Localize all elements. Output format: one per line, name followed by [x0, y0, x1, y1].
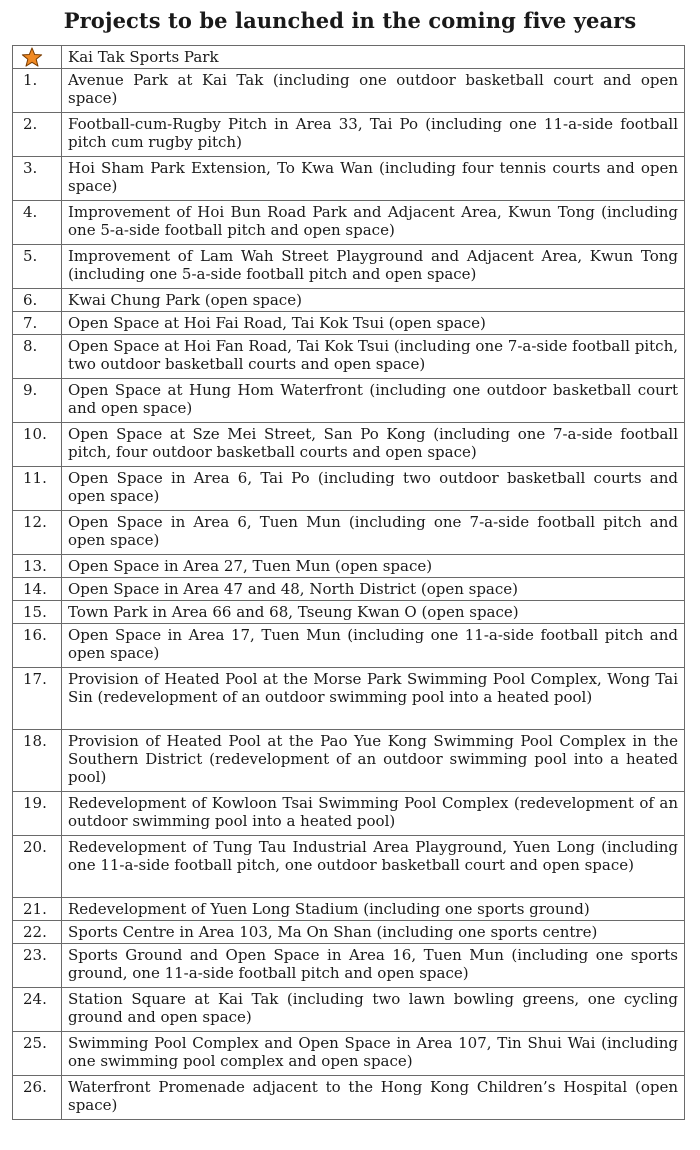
project-description: Kwai Chung Park (open space): [62, 289, 685, 312]
project-row-3: [13, 157, 685, 201]
projects-table: [12, 45, 685, 1120]
page-title: Projects to be launched in the coming five years: [63, 8, 637, 33]
project-row-5: [13, 245, 685, 289]
project-description: Avenue Park at Kai Tak (including one outdoor basketball court and open space): [62, 69, 685, 113]
project-number: 25.: [13, 1032, 62, 1076]
project-number: 24.: [13, 988, 62, 1032]
project-row-16: [13, 624, 685, 668]
project-number: 12.: [13, 511, 62, 555]
project-row-2: [13, 113, 685, 157]
project-row-18: [13, 730, 685, 792]
project-description: Town Park in Area 66 and 68, Tseung Kwan O (open space): [62, 601, 685, 624]
project-description: Open Space in Area 47 and 48, North District (open space): [62, 578, 685, 601]
featured-project-name: Kai Tak Sports Park: [62, 46, 685, 69]
project-number: 10.: [13, 423, 62, 467]
project-row-11: [13, 467, 685, 511]
project-number: 15.: [13, 601, 62, 624]
project-number: 2.: [13, 113, 62, 157]
project-description: Hoi Sham Park Extension, To Kwa Wan (including four tennis courts and open space): [62, 157, 685, 201]
project-row-24: [13, 988, 685, 1032]
project-description: Football-cum-Rugby Pitch in Area 33, Tai Po (including one 11-a-side football pitch cum rugby pitch): [62, 113, 685, 157]
project-description: Open Space in Area 17, Tuen Mun (including one 11-a-side football pitch and open space): [62, 624, 685, 668]
project-description: Waterfront Promenade adjacent to the Hong Kong Children’s Hospital (open space): [62, 1076, 685, 1120]
project-number: 1.: [13, 69, 62, 113]
project-number: 6.: [13, 289, 62, 312]
project-number: 7.: [13, 312, 62, 335]
project-description: Redevelopment of Tung Tau Industrial Area Playground, Yuen Long (including one 11-a-side football pitch, one outdoor basketball court and open space): [62, 836, 685, 898]
project-row-8: [13, 335, 685, 379]
project-description: Open Space at Hung Hom Waterfront (including one outdoor basketball court and open space): [62, 379, 685, 423]
project-number: 11.: [13, 467, 62, 511]
project-description: Redevelopment of Yuen Long Stadium (including one sports ground): [62, 898, 685, 921]
project-description: Open Space in Area 6, Tuen Mun (including one 7-a-side football pitch and open space): [62, 511, 685, 555]
project-number: 8.: [13, 335, 62, 379]
project-description: Improvement of Hoi Bun Road Park and Adjacent Area, Kwun Tong (including one 5-a-side football pitch and open space): [62, 201, 685, 245]
project-description: Open Space at Hoi Fai Road, Tai Kok Tsui (open space): [62, 312, 685, 335]
project-row-23: [13, 944, 685, 988]
featured-row: [13, 46, 685, 69]
project-number: 26.: [13, 1076, 62, 1120]
project-row-9: [13, 379, 685, 423]
project-number: 4.: [13, 201, 62, 245]
project-description: Station Square at Kai Tak (including two lawn bowling greens, one cycling ground and open space): [62, 988, 685, 1032]
project-row-15: [13, 601, 685, 624]
project-description: Improvement of Lam Wah Street Playground and Adjacent Area, Kwun Tong (including one 5-a-side football pitch and open space): [62, 245, 685, 289]
projects-table-body: [13, 46, 685, 1120]
project-row-17: [13, 668, 685, 730]
project-number: 13.: [13, 555, 62, 578]
project-row-4: [13, 201, 685, 245]
project-row-19: [13, 792, 685, 836]
project-row-14: [13, 578, 685, 601]
project-number: 21.: [13, 898, 62, 921]
project-row-13: [13, 555, 685, 578]
project-description: Sports Ground and Open Space in Area 16, Tuen Mun (including one sports ground, one 11-a-side football pitch and open space): [62, 944, 685, 988]
project-row-25: [13, 1032, 685, 1076]
project-number: 9.: [13, 379, 62, 423]
project-description: Open Space in Area 27, Tuen Mun (open space): [62, 555, 685, 578]
project-description: Open Space in Area 6, Tai Po (including two outdoor basketball courts and open space): [62, 467, 685, 511]
project-number: 16.: [13, 624, 62, 668]
project-row-21: [13, 898, 685, 921]
project-description: Provision of Heated Pool at the Pao Yue Kong Swimming Pool Complex in the Southern District (redevelopment of an outdoor swimming pool into a heated pool): [62, 730, 685, 792]
project-row-7: [13, 312, 685, 335]
project-row-6: [13, 289, 685, 312]
project-description: Open Space at Sze Mei Street, San Po Kong (including one 7-a-side football pitch, four outdoor basketball courts and open space): [62, 423, 685, 467]
star-icon: [21, 47, 43, 67]
project-description: Open Space at Hoi Fan Road, Tai Kok Tsui (including one 7-a-side football pitch, two outdoor basketball courts and open space): [62, 335, 685, 379]
project-number: 22.: [13, 921, 62, 944]
project-row-1: [13, 69, 685, 113]
project-description: Redevelopment of Kowloon Tsai Swimming Pool Complex (redevelopment of an outdoor swimming pool into a heated pool): [62, 792, 685, 836]
project-row-10: [13, 423, 685, 467]
project-number: 18.: [13, 730, 62, 792]
project-number: 19.: [13, 792, 62, 836]
project-number: 17.: [13, 668, 62, 730]
project-row-22: [13, 921, 685, 944]
project-number: 20.: [13, 836, 62, 898]
project-number: 3.: [13, 157, 62, 201]
project-number: 23.: [13, 944, 62, 988]
project-description: Provision of Heated Pool at the Morse Park Swimming Pool Complex, Wong Tai Sin (redevelopment of an outdoor swimming pool into a heated pool): [62, 668, 685, 730]
featured-marker-cell: [13, 46, 62, 69]
project-number: 5.: [13, 245, 62, 289]
project-description: Swimming Pool Complex and Open Space in Area 107, Tin Shui Wai (including one swimming pool complex and open space): [62, 1032, 685, 1076]
project-row-20: [13, 836, 685, 898]
project-description: Sports Centre in Area 103, Ma On Shan (including one sports centre): [62, 921, 685, 944]
project-row-26: [13, 1076, 685, 1120]
project-row-12: [13, 511, 685, 555]
project-number: 14.: [13, 578, 62, 601]
